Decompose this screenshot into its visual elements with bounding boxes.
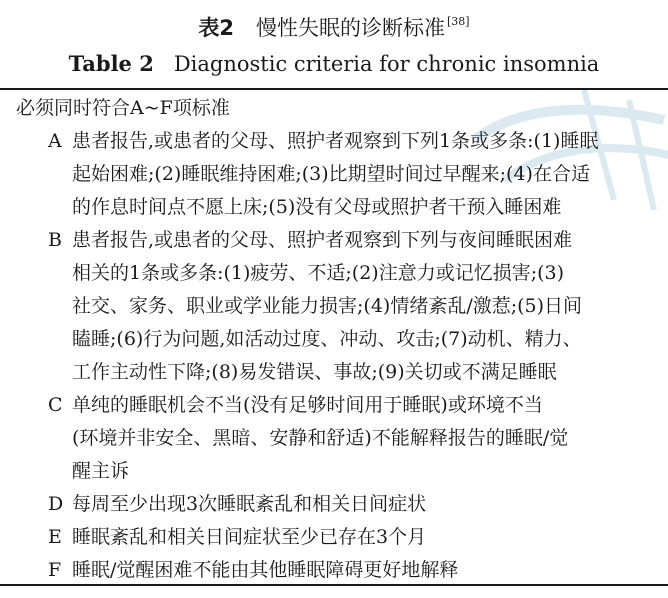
criterion-e [0, 521, 668, 554]
criterion-b [0, 224, 668, 389]
criterion-text-line: 睡眠/觉醒困难不能由其他睡眠障碍更好地解释 [72, 559, 459, 581]
criterion-f [0, 554, 668, 587]
table-bottom-rule [0, 584, 668, 586]
table-number-english: Table 2 [68, 51, 154, 76]
criterion-text-line: 瞌睡;(6)行为问题,如活动过度、冲动、攻击;(7)动机、精力、 [72, 328, 582, 350]
table-title-chinese [0, 8, 668, 42]
criterion-letter: E [48, 526, 62, 548]
criterion-c [0, 389, 668, 488]
criterion-a [0, 125, 668, 224]
criterion-text-line: 起始困难;(2)睡眠维持困难;(3)比期望时间过早醒来;(4)在合适 [72, 163, 590, 185]
criterion-text-line: 社交、家务、职业或学业能力损害;(4)情绪紊乱/激惹;(5)日间 [72, 295, 583, 317]
criterion-text-line: 工作主动性下降;(8)易发错误、事故;(9)关切或不满足睡眠 [72, 361, 557, 383]
criterion-letter: B [48, 229, 62, 251]
table-title-english-text: Diagnostic criteria for chronic insomnia [173, 52, 600, 76]
criterion-text-line: (环境并非安全、黑暗、安静和舒适)不能解释报告的睡眠/觉 [72, 427, 569, 449]
criterion-text-line: 醒主诉 [72, 460, 130, 482]
criterion-text-line: 每周至少出现3次睡眠紊乱和相关日间症状 [72, 493, 427, 515]
criterion-d [0, 488, 668, 521]
table-top-rule [0, 88, 668, 90]
reference-citation: [38] [447, 15, 470, 28]
criterion-text-line: 的作息时间点不愿上床;(5)没有父母或照护者干预入睡困难 [72, 196, 562, 218]
criterion-text-line: 患者报告,或患者的父母、照护者观察到下列1条或多条:(1)睡眠 [72, 130, 599, 152]
criterion-text-line: 相关的1条或多条:(1)疲劳、不适;(2)注意力或记忆损害;(3) [72, 262, 565, 284]
table-number-chinese: 表2 [198, 16, 235, 40]
table-title-chinese-text: 慢性失眠的诊断标准 [256, 16, 446, 40]
criterion-letter: A [48, 130, 62, 152]
criteria-table-body [0, 92, 668, 587]
criteria-intro: 必须同时符合A~F项标准 [16, 97, 230, 119]
criterion-text-line: 患者报告,或患者的父母、照护者观察到下列与夜间睡眠困难 [72, 229, 573, 251]
criterion-text-line: 睡眠紊乱和相关日间症状至少已存在3个月 [72, 526, 427, 548]
criterion-letter: C [48, 394, 63, 416]
criterion-text-line: 单纯的睡眠机会不当(没有足够时间用于睡眠)或环境不当 [72, 394, 543, 416]
criterion-letter: F [48, 559, 62, 581]
table-title-english [0, 50, 668, 78]
criterion-letter: D [48, 493, 64, 515]
